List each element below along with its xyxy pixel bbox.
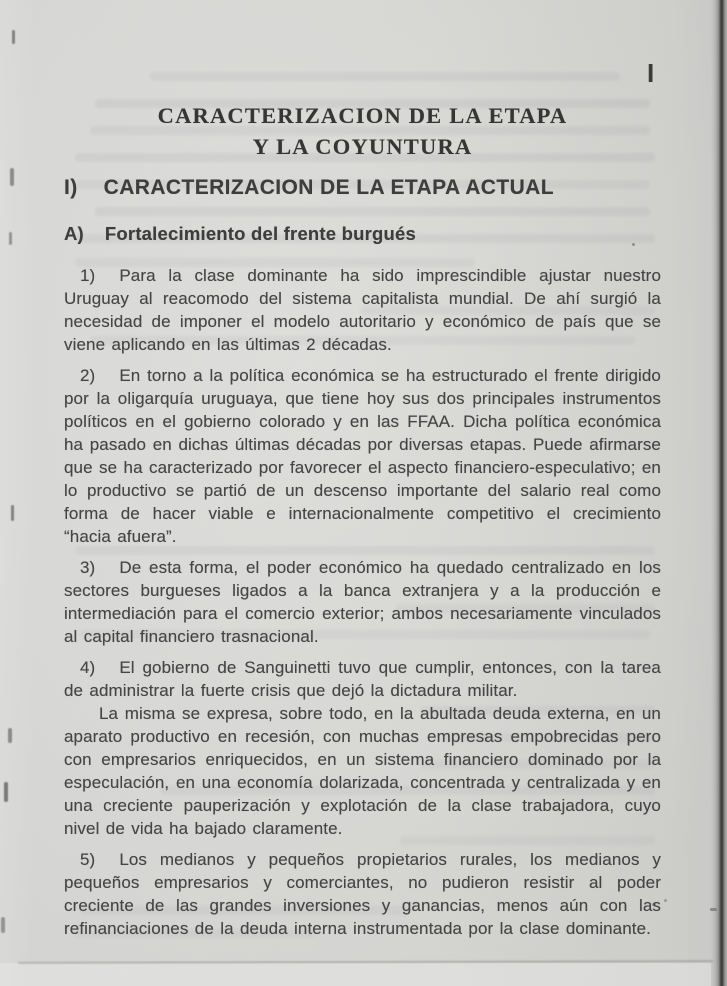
ink-speck [664, 899, 667, 902]
paragraph-number: 5) [80, 850, 96, 869]
subsection-heading [64, 223, 661, 245]
spine-mark [8, 728, 12, 743]
document-title [64, 100, 661, 162]
spine-mark [12, 30, 15, 44]
page-number: I [647, 58, 655, 88]
title-line-1: CARACTERIZACION DE LA ETAPA [157, 103, 568, 128]
spine-mark [11, 505, 14, 521]
section-label: I) [64, 176, 78, 199]
paragraph-text: Los medianos y pequeños propietarios rurales, los medianos y pequeños empresarios y comerciantes, no pudieron resistir al poder creciente de las grandes inversiones y ganancias, menos aún con las refinanciaciones de la deuda interna instrumentada por la clase dominante. [64, 850, 661, 938]
paragraph-text: El gobierno de Sanguinetti tuvo que cumplir, entonces, con la tarea de administrar la fuerte crisis que dejó la dictadura militar. [64, 658, 661, 700]
paragraph-number: 2) [80, 366, 96, 385]
body-paragraph-4 [64, 656, 661, 702]
paragraph-text: De esta forma, el poder económico ha quedado centralizado en los sectores burgueses ligados a la banca extranjera y a la producción e intermediación para el comercio exterior; ambos necesariamente vinculados al capital financiero trasnacional. [64, 558, 661, 646]
paragraph-number: 1) [80, 266, 96, 285]
below-fold-area [0, 963, 711, 986]
paragraph-text: Para la clase dominante ha sido imprescindible ajustar nuestro Uruguay al reacomodo del sistema capitalista mundial. De ahí surgió la necesidad de imponer el modelo autoritario y económico de país que se viene aplicando en las últimas 2 décadas. [64, 266, 661, 354]
title-line-2: Y LA COYUNTURA [252, 134, 473, 159]
spine-mark [10, 168, 14, 186]
body-paragraph-1 [64, 264, 661, 356]
section-heading [64, 176, 661, 200]
page-content [64, 0, 661, 940]
paragraph-text: En torno a la política económica se ha estructurado el frente dirigido por la oligarquía uruguaya, que tiene hoy sus dos principales instrumentos políticos en el gobierno colorado y en las FFAA. Dicha política económica ha pasado en dichas últimas décadas por diversas etapas. Puede afirmarse que se ha caracterizado por favorecer el aspecto financiero-especulativo; en lo productivo se partió de un descenso importante del salario real como forma de hacer viable e internacionalmente competitivo el crecimiento “hacia afuera”. [64, 366, 661, 546]
section-title-text: CARACTERIZACION DE LA ETAPA ACTUAL [103, 176, 554, 199]
body-paragraph-5 [64, 848, 661, 940]
body-paragraph-4-continuation [64, 702, 661, 840]
subsection-label: A) [64, 223, 84, 244]
page-edge-shadow [711, 0, 727, 986]
body-paragraph-3 [64, 556, 661, 648]
paragraph-number: 3) [80, 558, 96, 577]
paragraph-text: La misma se expresa, sobre todo, en la abultada deuda externa, en un aparato productivo en recesión, con muchas empresas empobrecidas pero con empresarios enriquecidos, en un sistema financiero dominado por la especulación, en una economía dolarizada, concentrada y centralizada y en una creciente pauperización y explotación de la clase trabajadora, cuyo nivel de vida ha bajado claramente. [64, 704, 661, 838]
spine-mark [1, 917, 5, 933]
spine-mark [4, 782, 8, 802]
paragraph-number: 4) [80, 658, 96, 677]
subsection-title-text: Fortalecimiento del frente burgués [104, 223, 416, 244]
body-paragraph-2 [64, 364, 661, 548]
spine-mark [9, 232, 12, 245]
